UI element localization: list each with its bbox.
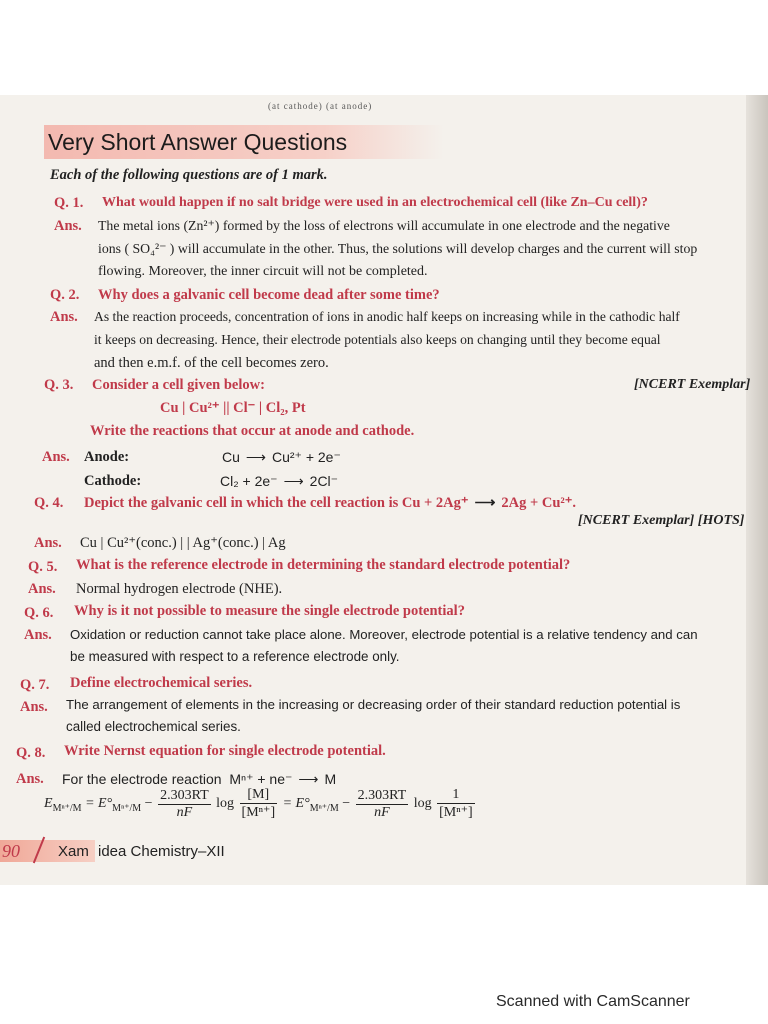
- q8-question: Write Nernst equation for single electrode potential.: [64, 743, 386, 759]
- q6-answer-line1: Oxidation or reduction cannot take place alone. Moreover, electrode potential is a relative tendency and can: [70, 627, 698, 642]
- q3-cathode-equation: [220, 473, 338, 490]
- nernst-fraction-2: [240, 787, 278, 821]
- q1-answer-line2: ions ( SO₄²⁻ ) will accumulate in the other. Thus, the solutions will develop charges and the current will stop: [98, 241, 698, 256]
- q8-ans-label: Ans.: [16, 771, 44, 787]
- instruction-text: Each of the following questions are of 1 mark.: [50, 167, 328, 183]
- nernst-fraction-4: [437, 787, 475, 821]
- q7-answer-line1: The arrangement of elements in the increasing or decreasing order of their standard reduction potential is: [66, 697, 681, 712]
- q1-answer-line3: flowing. Moreover, the inner circuit will not be completed.: [98, 264, 428, 279]
- log-2: log: [413, 796, 432, 812]
- q4-answer: Cu | Cu²⁺(conc.) | | Ag⁺(conc.) | Ag: [80, 535, 286, 551]
- q2-ans-label: Ans.: [50, 309, 78, 325]
- fraction-1-num: 2.303RT: [160, 787, 209, 803]
- q8-label: Q. 8.: [16, 745, 46, 761]
- fraction-4-num: 1: [437, 787, 475, 804]
- fraction-4-den: [Mⁿ⁺]: [439, 805, 473, 820]
- q8-intro-text: For the electrode reaction: [62, 771, 222, 787]
- q4-product: 2Ag + Cu²⁺.: [501, 495, 577, 511]
- q4-question-text: Depict the galvanic cell in which the cell reaction is Cu + 2Ag⁺: [84, 495, 469, 511]
- q2-answer-line3: and then e.m.f. of the cell becomes zero.: [94, 355, 329, 371]
- q8-reaction-right: M: [324, 771, 337, 787]
- reaction-arrow-icon: ⟶: [474, 495, 496, 511]
- q6-label: Q. 6.: [24, 605, 54, 621]
- section-title: Very Short Answer Questions: [48, 129, 348, 155]
- q3-anode-left: Cu: [222, 449, 240, 465]
- nernst-fraction-1: [158, 788, 211, 821]
- q5-answer: Normal hydrogen electrode (NHE).: [76, 581, 283, 597]
- scanned-page: [0, 95, 768, 885]
- nernst-standard-2-sub: Mⁿ⁺/M: [309, 803, 339, 815]
- nernst-standard-1-sub: Mⁿ⁺/M: [112, 803, 142, 815]
- q3-cathode-label: Cathode:: [84, 473, 142, 489]
- q7-answer-line2: called electrochemical series.: [66, 719, 241, 734]
- page-edge-shadow: [746, 95, 768, 885]
- nernst-equation: $E_{M^{n+}/M} = E^\circ_{M^{n+}/M}$ − $\frac{2.303RT}{nF}$ log $\frac{[M]}{\text{[Mⁿ⁺]}}$ = $E^\circ_{M^{n+}/M}$ − $\frac{2.303RT}{nF}$ log $\frac{1}{\text{[Mⁿ⁺]}}$: [44, 787, 473, 820]
- reaction-arrow-icon: ⟶: [245, 449, 266, 465]
- page-footer: [0, 840, 768, 870]
- footer-title: idea Chemistry–XII: [98, 843, 225, 860]
- q2-question: Why does a galvanic cell become dead after some time?: [98, 287, 440, 303]
- q5-question: What is the reference electrode in determining the standard electrode potential?: [76, 557, 571, 573]
- fraction-2-den: [Mⁿ⁺]: [241, 805, 276, 820]
- q3-sub-question: Write the reactions that occur at anode and cathode.: [90, 423, 415, 439]
- nernst-standard-1: = E°: [85, 796, 113, 812]
- q7-ans-label: Ans.: [20, 699, 48, 715]
- fraction-1-den: nF: [176, 804, 193, 820]
- q4-tag: [NCERT Exemplar] [HOTS]: [578, 513, 745, 528]
- footer-brand: Xam: [58, 843, 89, 860]
- q3-question: Consider a cell given below:: [92, 377, 265, 393]
- q3-anode-equation: [222, 449, 341, 466]
- q3-anode-label: Anode:: [84, 449, 130, 465]
- q3-cathode-right: 2Cl⁻: [309, 473, 339, 489]
- nernst-standard-2: = E°: [282, 796, 310, 812]
- camscanner-watermark: Scanned with CamScanner: [496, 993, 690, 1010]
- q1-ans-label: Ans.: [54, 218, 82, 234]
- q5-label: Q. 5.: [28, 559, 58, 575]
- nernst-lhs: E: [44, 796, 53, 812]
- q2-answer-line2: it keeps on decreasing. Hence, their electrode potentials also keeps on changing until they become equal: [94, 332, 661, 347]
- q6-ans-label: Ans.: [24, 627, 52, 643]
- fraction-2-num: [M]: [240, 787, 278, 804]
- q4-ans-label: Ans.: [34, 535, 62, 551]
- page-number: 90: [2, 841, 20, 861]
- fraction-3-num: 2.303RT: [357, 787, 407, 803]
- q3-label: Q. 3.: [44, 377, 74, 393]
- q1-answer-line1: The metal ions (Zn²⁺) formed by the loss of electrons will accumulate in one electrode and the negative: [98, 218, 670, 233]
- q8-intro: [62, 771, 336, 788]
- q2-answer-line1: As the reaction proceeds, concentration of ions in anodic half keeps on increasing while in the cathodic half: [94, 309, 680, 324]
- q4-label: Q. 4.: [34, 495, 64, 511]
- top-cutoff-text: (at cathode) (at anode): [268, 101, 373, 111]
- footer-slash-decoration: [33, 837, 45, 864]
- q3-tag: [NCERT Exemplar]: [634, 377, 751, 392]
- nernst-lhs-sub: Mⁿ⁺/M: [52, 803, 82, 815]
- q3-cell-notation: Cu | Cu²⁺ || Cl⁻ | Cl₂, Pt: [160, 400, 306, 416]
- q8-reaction-left: Mⁿ⁺ + ne⁻: [229, 771, 293, 787]
- q6-answer-line2: be measured with respect to a reference electrode only.: [70, 649, 400, 664]
- nernst-fraction-3: [356, 788, 409, 821]
- q3-cathode-left: Cl₂ + 2e⁻: [220, 473, 278, 489]
- q3-anode-right: Cu²⁺ + 2e⁻: [271, 449, 341, 465]
- q1-label: Q. 1.: [54, 195, 84, 211]
- q3-ans-label: Ans.: [42, 449, 70, 465]
- q7-label: Q. 7.: [20, 677, 50, 693]
- q4-question: [84, 495, 576, 512]
- q7-question: Define electrochemical series.: [70, 675, 253, 691]
- footer-bar: [0, 840, 95, 862]
- reaction-arrow-icon: ⟶: [283, 473, 304, 489]
- reaction-arrow-icon: ⟶: [298, 771, 319, 787]
- q6-question: Why is it not possible to measure the single electrode potential?: [74, 603, 465, 619]
- q5-ans-label: Ans.: [28, 581, 56, 597]
- log-1: log: [216, 796, 235, 812]
- section-banner: [44, 125, 444, 159]
- q2-label: Q. 2.: [50, 287, 80, 303]
- fraction-3-den: nF: [374, 804, 390, 820]
- q1-question: What would happen if no salt bridge were used in an electrochemical cell (like Zn–Cu cell)?: [102, 195, 648, 210]
